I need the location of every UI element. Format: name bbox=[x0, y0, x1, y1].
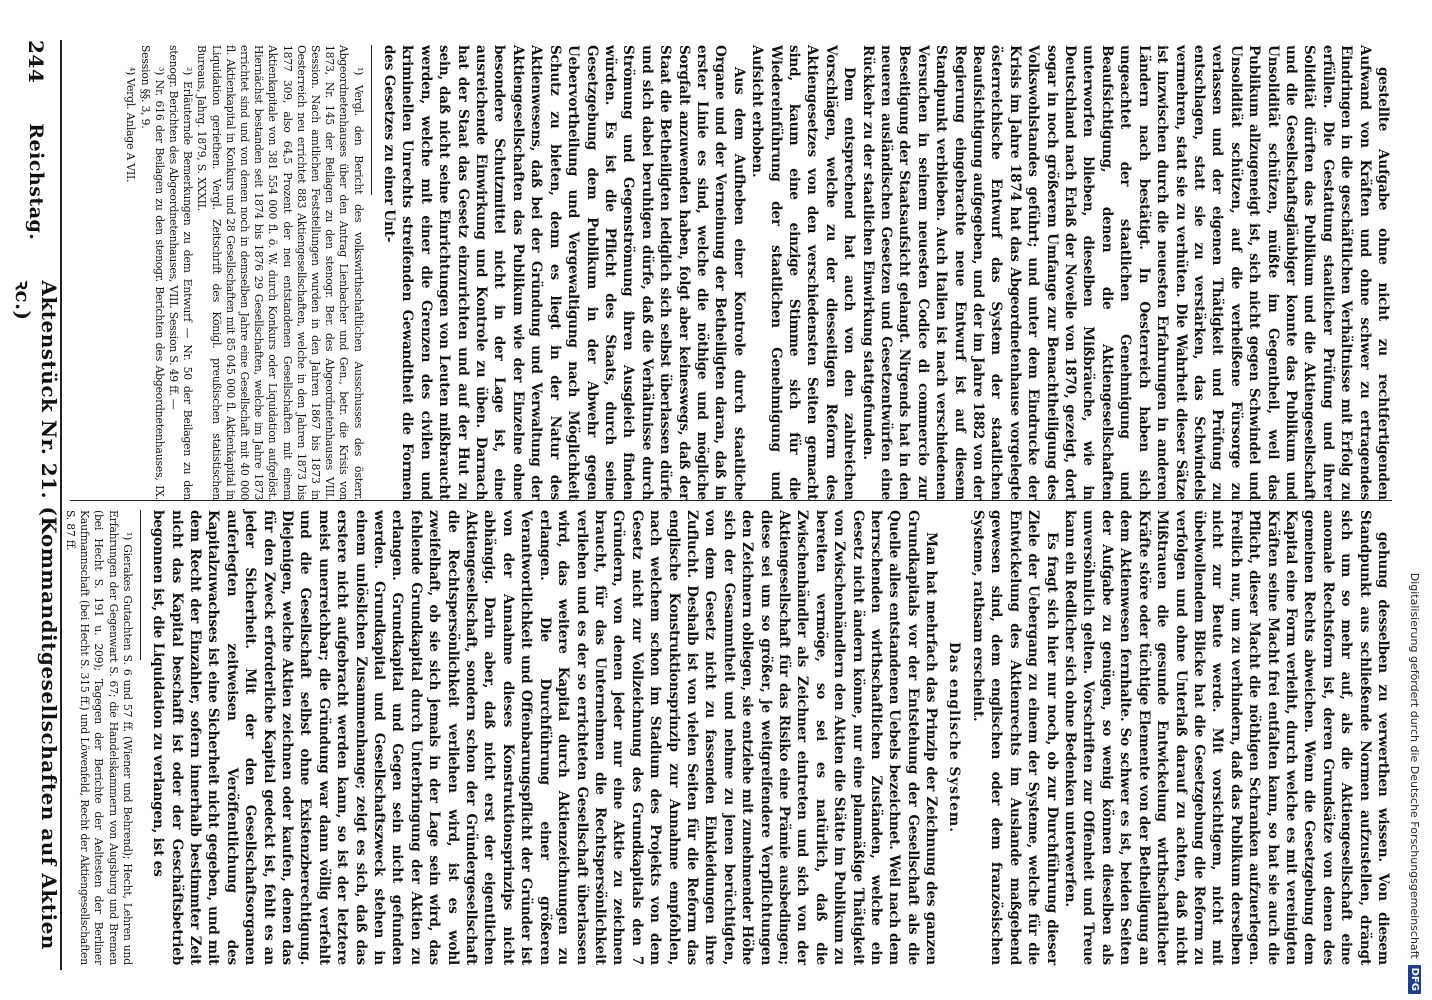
left-paragraph-2: Dem entsprechend hat auch von den zahlreichen Vorschlägen, welche zu der diesseitigen Reform des Aktiengesetzes von den verschiedensten Seiten gemacht sind, kaum eine einzige Stimme sich für die Wiedereinführung der staatlichen Genehmigung und Aufsicht erhoben. bbox=[749, 45, 858, 500]
running-title-left: Reichstag. bbox=[25, 123, 47, 241]
right-footnote-1: ¹) Gierakes Gutachten S. 6 und 57 ff. (Wiener und Behrend); Hecht, Lehren und Erfahrungen der Gegenwart S. 67; die Handelskammern von Augsburg und Bremen (bei Hecht S. 191 u. 209); Tagegen der Berichte der Aeltesten der Berliner Kaufmannschaft (bei Hecht S. 315 ff.) und Löwenfeld, Recht der Aktiengesellschaften S. 87 ff. bbox=[63, 510, 134, 965]
right-column bbox=[63, 510, 1392, 965]
right-paragraph-3: Man hat mehrfach das Prinzip der Zeichnung des ganzen Grundkapitals vor der Entstehung der Gesellschaft als die Quelle alles entstandenen Uebels bezeichnet. Weil nach dem herrschenden wirthschaftlichen Zuständen, welche ein Gesetz nicht ändern könne, nur eine planmäßige Thätigkeit von Zwischenhändlern den Aktien die Stätte im Publikum zu bereiten vermöge, so sei es natürlich, daß die Zwischenhändler als Zeichner eintreten und sich von der Aktiengesellschaft für das Risiko eine Prämie ausbedingen; diese sei um so größer, je weitgreifendere Verpflichtungen den Zeichnern obliegen, sie entziehe mit zunehmender Höhe sich der Gesammtheit und nehme zu jenen berüchtigten, von dem Gesetz nicht zu fassenden Einkleidungen ihre Zuflucht. Deshalb ist von vielen Seiten für die Reform das englische Konstruktionsprinzip zur Annahme empfohlen, nach welchem schon im Stadium des Projekts von dem Gesetz nicht zur Vollzeichnung des Grundkapitals den 7 Gründern, von denen jeder nur eine Aktie zu zeichnen braucht, für das Unternehmen die Rechtspersönlichkeit verliehen und es der so errichteten Gesellschaft überlassen wird, das weitere Kapital durch Aktienzeichnungen zu erlangen. Die Durchführung einer größeren Verantwortlichkeit und Offenbarungspflicht der Gründer ist von der Annahme dieses Konstruktionsprinzips nicht abhängig. Darin aber, daß nicht erst der eigentlichen Aktiengesellschaft, sondern schon der Gründergesellschaft die Rechtspersönlichkeit verliehen wird, ist es wohl zweifelhaft, ob sie sich jemals in der Lage sein wird, das fehlende Grundkapital durch Unterbringung der Aktien zu erlangen. Grundkapital und Gegen sein nicht gefunden werden. Grundkapital und Gesellschaftszweck stehen in einem unlöslichen Zusammenhange; zeigt es sich, daß das erstere nicht aufgebracht werden kann, so ist der letztere meist unerreichbar; die Gründung war dann völlig verfehlt und die Gesellschaft selbst ohne Existenzberechtigung. Diejenigen, welche Aktien zeichnen oder kaufen, denen das für den Zweck erforderliche Kapital gedeckt ist, fehlt es an jeder Sicherheit. Mit der den Gesellschaftsorganen auferlegten zeitweisen Veröffentlichung des Kapitalzuwachses ist eine Sicherheit nicht gegeben, und mit dem Recht der Einzahler, sofern innerhalb bestimmter Zeit nicht das Kapital beschafft ist oder der Geschäftsbetrieb begonnen ist, die Liquidation zu verlangen, ist es bbox=[150, 510, 940, 965]
left-column bbox=[70, 45, 1392, 500]
left-footnote-2: ²) Erläuternde Bemerkungen zu dem Entwurf — Nr. 50 der Beilagen zu den stenogr. Berichten des Abgeordnetenhauses, VIII. Session S. 49 ff. — bbox=[167, 45, 195, 500]
digitization-text: Digitalisierung gefördert durch die Deutsche Forschungsgemeinschaft bbox=[1408, 572, 1422, 959]
page-number: 244 bbox=[24, 40, 48, 84]
left-paragraph-3: Aus dem Aufheben einer Kontrole durch staatliche Organe und der Verneinung der Betheiligten daran, daß in erster Linie es sind, welche die nöthige und mögliche Sorgfalt anzuwenden haben, folgt aber keineswegs, daß der Staat die Betheiligten lediglich sich selbst überlassen dürfe und sich dabei beruhigen dürfe, daß die Verhältnisse durch Strömung und Gegenströmung ihren Ausgleich finden würden. Es ist die Pflicht des Staats, durch seine Gesetzgebung dem Publikum in der Abwehr gegen Uebervortheilung und Vergewaltigung nach Möglichkeit Schutz zu bieten, denn es liegt in der Natur des Aktienwesens, daß bei der Gründung und Verwaltung der Aktiengesellschaften das Publikum wie der Einzelne ohne besondere Schutzmittel nicht in der Lage ist, eine ausreichende Einwirkung und Kontrole zu üben. Darnach hat der Staat das Gesetz einzurichten und auf der Hut zu sein, daß nicht seine Einrichtungen von Leuten mißbraucht werden, welche mit einer die Grenzen des civilen und kriminellen Unrechts streifenden Gewandtheit die Formen des Gesetzes zu einer Unt- bbox=[381, 45, 747, 500]
column-divider bbox=[70, 500, 1392, 501]
page-header bbox=[11, 40, 62, 970]
right-paragraph-1: gehung desselben zu verwerthen wissen. Von diesem Standpunkt aus schließende Normen aufzustellen, drängt sich um so mehr auf, als die Aktiengesellschaft eine anomale Rechtsform ist, deren Grundsätze von denen des gemeinen Rechts abweichen. Wenn die Gesetzgebung dem Kapital eine Form verleiht, durch welche es mit vereinigten Kräften seine Macht frei entfalten kann, so hat sie auch die Pflicht, dieser Macht die nöthigen Schranken aufzuerlegen. Freilich nur, um zu verhindern, daß das Publikum derselben nicht zur Beute werde. Mit vorsichtigem, nicht mit übelwollendem Blicke hat die Gesetzgebung die Reform zu verfolgen und ohne Unterlaß darauf zu achten, daß nicht Mißtrauen die gesunde Entwickelung wirthschaftlicher Kräfte störe oder tüchtige Elemente von der Betheiligung an dem Aktienwesen fernhalte. So schwer es ist, beiden Seiten der Aufgabe zu genügen, so wenig können dieselben als unversöhnlich gelten. Vorschriften zur Offenheit und Treue kann ein Redlicher sich ohne Bedenken unterwerfen. bbox=[1062, 510, 1391, 965]
left-paragraph-1: gestellte Aufgabe ohne nicht zu rechtfertigenden Aufwand von Kräften und ohne schwer zu ertragendes Eindringen in die geschäftlichen Verhältnisse mit Erfolg zu erfüllen. Die Gestattung staatlicher Prüfung und ihrer Solidität dürften das Publikum und die Aktiengesellschaft und die Gesellschaftsgläubiger konnte das Publikum und Unsolidität schützen, müßte im Gegentheil, weil das Publikum allzugeneigt ist, sich nicht gegen Schwindel und Unsolidität schützen, auf die verheißene Fürsorge zu verlassen und der eigenen Thätigkeit und Prüfung zu entschlagen, statt sie zu verstärken, das Schwindels vermehren, statt sie zu verhüten. Die Wahrheit dieser Sätze ist inzwischen durch die neuesten Erfahrungen in anderen Ländern nach bestätigt. In Oesterreich haben sich ungeachtet der staatlichen Genehmigung und Beaufsichtigung, denen die Aktiengesellschaften unterworfen blieben, dieselben Mißbräuche, wie in Deutschland nach Erlaß der Novelle von 1870, gezeigt, dort sogar in noch größerem Umfange zur Benachtheiligung des Volkswohlstandes geführt; und unter dem Eindrucke der Krisis im Jahre 1874 hat das Abgeordnetenhause vorgelegte österreichische Entwurf das System der staatlichen Beaufsichtigung aufgegeben, und der im Jahre 1882 von der Regierung eingebrachte neue Entwurf ist auf diesem Standpunkt verblieben. Auch Italien ist nach verschiedenen Versuchen in seinem neuesten Codice di commercio zur Beseitigung der Staatsaufsicht gelangt. Nirgends hat in den neueren ausländischen Gesetzen und Gesetzentwürfen eine Rückkehr zu der staatlichen Einwirkung stattgefunden. bbox=[859, 45, 1391, 500]
left-footnote-3: ³) Nr. 616 der Beilagen zu den stenogr. Berichten des Abgeordnetenhauses, IX. Session §§. 3, 9. bbox=[138, 45, 166, 500]
left-footnote-1: ¹) Vergl. den Bericht des volkswirthschaftlichen Ausschusses des österr. Abgeordnetenhauses über den Antrag Lienbacher und Gen., betr. die Krisis von 1873, Nr. 145 der Beilagen zu den stenogr. Ber. des Abgeordnetenhauses VIII. Session. Nach amtlichen Feststellungen wurden in den Jahren 1867 bis 1873 in Oesterreich neu errichtet 883 Aktiengesellschaften, welche in den Jahren 1873 bis 1877 309, also 64,5 Prozent der neu entstandenen Gesellschaften mit einem Aktienkapitale von 381 554 000 fl. ö. W. durch Konkurs oder Liquidation aufgelöst. Hiernächst bestanden seit 1874 bis 1876 29 Gesellschaften, welche im Jahre 1873 errichtet sind und von denen noch in demselben Jahre eine Gesellschaft mit 40 000 fl. Aktienkapital in Konkurs und 28 Gesellschaften mit 85 045 000 fl. Aktienkapital in Liquidation geriethen. Vergl. Zeitschrift des Königl. preußischen statistischen Bureaus, Jahrg. 1879, S. XXXII. bbox=[195, 45, 365, 500]
right-paragraph-2: Es fragt sich hier nur noch, ob zur Durchführung dieser Ziele der Uebergang zu einem der Systeme, welche für die Entwickelung des Aktienrechts im Auslande maßgebend gewesen sind, dem englischen oder dem französischen Systeme, rathsam erscheint. bbox=[970, 510, 1060, 965]
dfg-logo: DFG bbox=[1409, 965, 1422, 994]
section-title: Das englische System. bbox=[945, 642, 962, 833]
footnote-divider bbox=[140, 510, 141, 660]
digitization-note bbox=[1404, 6, 1426, 994]
footnote-divider bbox=[371, 45, 372, 195]
left-footnote-4: ⁴) Vergl. Anlage A VII. bbox=[124, 67, 138, 183]
running-title-right: Aktenstück Nr. 21. (Kommanditgesellschaften auf Aktien ꝛc.) bbox=[11, 280, 62, 950]
